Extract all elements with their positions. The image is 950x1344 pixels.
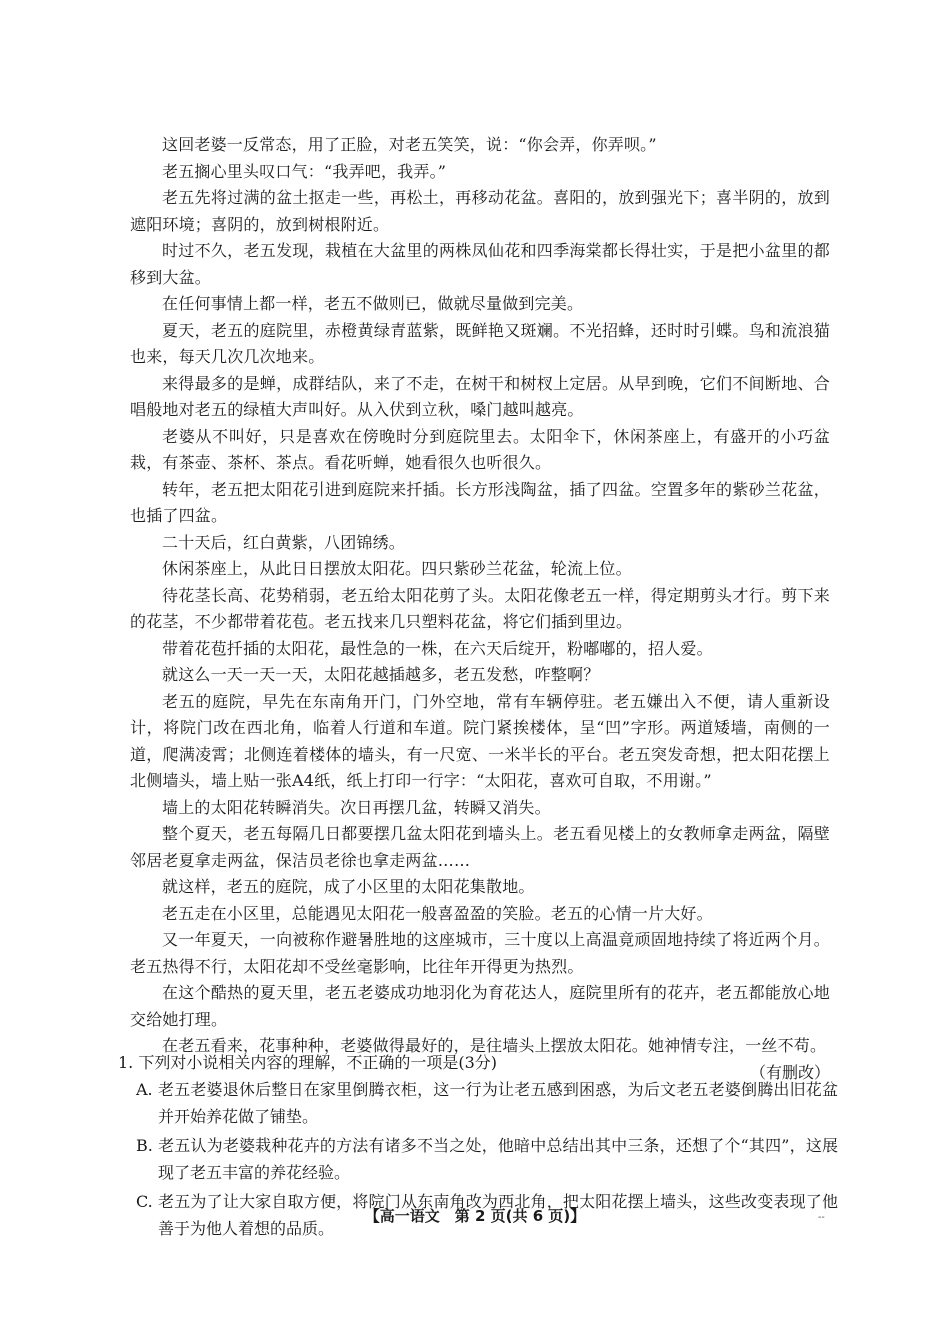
story-paragraph: 在任何事情上都一样，老五不做则已，做就尽量做到完美。 (162, 294, 584, 313)
story-paragraph: 时过不久，老五发现，栽植在大盆里的两株凤仙花和四季海棠都长得壮实，于是把小盆里的都移到大盆。 (130, 241, 830, 287)
story-paragraph: 夏天，老五的庭院里，赤橙黄绿青蓝紫，既鲜艳又斑斓。不光招蜂，还时时引蝶。鸟和流浪猫也来，每天几次几次地来。 (130, 320, 830, 366)
story-paragraph: 在这个酷热的夏天里，老五老婆成功地羽化为育花达人，庭院里所有的花卉，老五都能放心地交给她打理。 (130, 983, 830, 1029)
story-paragraph: 老五先将过满的盆土抠走一些，再松土，再移动花盆。喜阳的，放到强光下；喜半阴的，放到遮阳环境；喜阴的，放到树根附近。 (130, 188, 830, 234)
story-paragraph: 休闲茶座上，从此日日摆放太阳花。四只紫砂兰花盆，轮流上位。 (162, 559, 632, 578)
story-text (130, 132, 830, 1086)
story-paragraph: 老五走在小区里，总能遇见太阳花一般喜盈盈的笑脸。老五的心情一片大好。 (162, 903, 713, 923)
option-c: C. 老五为了让大家自取方便，将院门从东南角改为西北角，把太阳花摆上墙头，这些改变表现了他善于为他人着想的品质。 (136, 1192, 838, 1238)
option-b: B. 老五认为老婆栽种花卉的方法有诸多不当之处，他暗中总结出其中三条，还想了个“其四”，这展现了老五丰富的养花经验。 (136, 1136, 838, 1182)
story-paragraph: 二十天后，红白黄紫，八团锦绣。 (162, 532, 406, 552)
story-paragraph: 老婆从不叫好，只是喜欢在傍晚时分到庭院里去。太阳伞下，休闲茶座上，有盛开的小巧盆栽，有茶壶、茶杯、茶点。看花听蝉，她看很久也听很久。 (130, 426, 830, 472)
story-paragraph: 老五的庭院，早先在东南角开门，门外空地，常有车辆停驻。老五嫌出入不便，请人重新设计，将院门改在西北角，临着人行道和车道。院门紧挨楼体，呈“凹”字形。两道矮墙，南侧的一道，爬满凌霄；北侧连着楼体的墙头，有一尺宽、一米半长的平台。老五突发奇想，把太阳花摆上北侧墙头，墙上贴一张A4纸，纸上打印一行字：“太阳花，喜欢可自取，不用谢。” (130, 691, 830, 790)
story-paragraph: 转年，老五把太阳花引进到庭院来扦插。长方形浅陶盆，插了四盆。空置多年的紫砂兰花盆，也插了四盆。 (130, 479, 830, 525)
story-paragraph: 老五搁心里头叹口气：“我弄吧，我弄。” (162, 161, 447, 181)
story-paragraph: 墙上的太阳花转瞬消失。次日再摆几盆，转瞬又消失。 (162, 797, 551, 817)
story-paragraph: 来得最多的是蝉，成群结队，来了不走，在树干和树杈上定居。从早到晚，它们不间断地、合唱般地对老五的绿植大声叫好。从入伏到立秋，嗓门越叫越亮。 (130, 373, 830, 419)
edit-note: （有删改） (749, 1062, 830, 1082)
story-paragraph: 这回老婆一反常态，用了正脸，对老五笑笑，说：“你会弄，你弄呗。” (162, 135, 657, 154)
story-paragraph: 在老五看来，花事种种，老婆做得最好的，是往墙头上摆放太阳花。她神情专注，一丝不苟。 (162, 1036, 827, 1055)
option-a: A. 老五老婆退休后整日在家里倒腾衣柜，这一行为让老五感到困惑，为后文老五老婆倒腾出旧花盆并开始养花做了铺垫。 (136, 1080, 838, 1126)
story-paragraph: 又一年夏天，一向被称作避暑胜地的这座城市，三十度以上高温竟顽固地持续了将近两个月。老五热得不行，太阳花却不受丝毫影响，比往年开得更为热烈。 (130, 930, 830, 976)
story-paragraph: 就这么一天一天一天，太阳花越插越多，老五发愁，咋整啊？ (162, 665, 600, 684)
story-paragraph: 就这样，老五的庭院，成了小区里的太阳花集散地。 (162, 877, 535, 896)
story-paragraph: 待花茎长高、花势稍弱，老五给太阳花剪了头。太阳花像老五一样，得定期剪头才行。剪下来的花茎，不少都带着花苞。老五找来几只塑料花盆，将它们插到里边。 (130, 585, 830, 631)
story-paragraph: 整个夏天，老五每隔几日都要摆几盆太阳花到墙头上。老五看见楼上的女教师拿走两盆，隔壁邻居老夏拿走两盆，保洁员老徐也拿走两盆…… (130, 824, 830, 870)
question-stem: 1. 下列对小说相关内容的理解，不正确的一项是(3分) (118, 1053, 498, 1072)
story-paragraph: 带着花苞扦插的太阳花，最性急的一株，在六天后绽开，粉嘟嘟的，招人爱。 (162, 638, 713, 658)
page-footer: 【高一语文 第 2 页(共 6 页)】 (364, 1207, 586, 1225)
corner-mark: -- (818, 1212, 825, 1223)
